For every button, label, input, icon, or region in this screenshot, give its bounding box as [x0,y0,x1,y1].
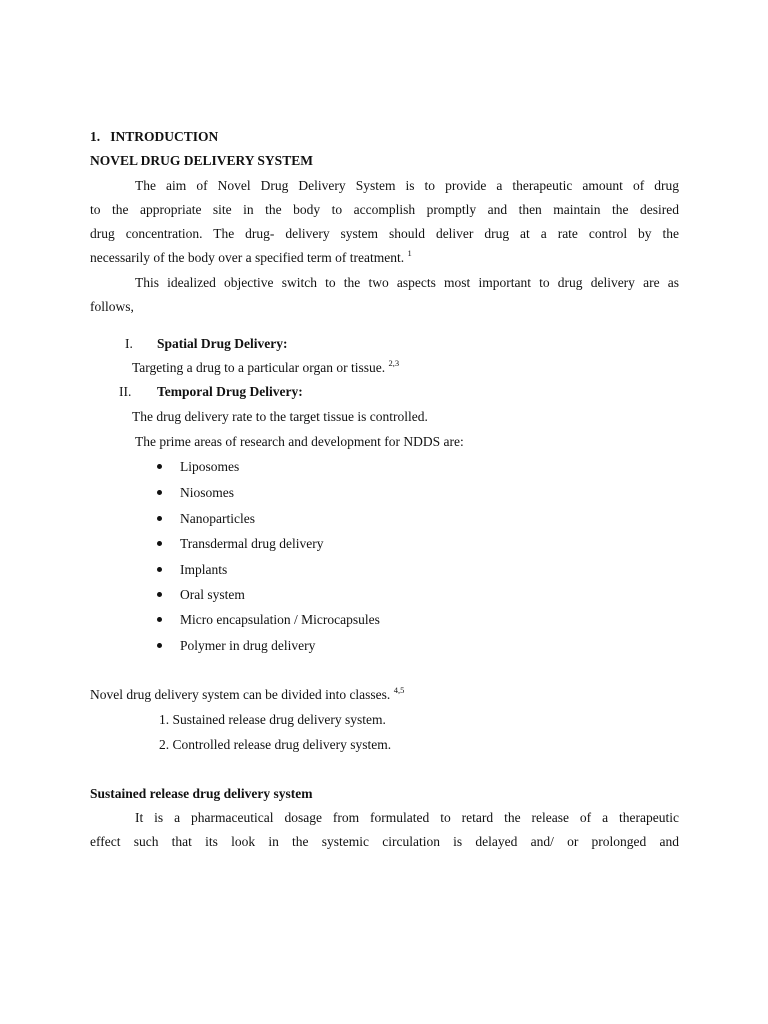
aspect-text-1-body: Targeting a drug to a particular organ or tissue. [132,360,386,375]
class-item-1: 1. Sustained release drug delivery system. [159,712,386,727]
bullet-icon [157,541,162,546]
classes-lead-text: Novel drug delivery system can be divided into classes. [90,687,391,702]
intro-line-1: The aim of Novel Drug Delivery System is to provide a therapeutic amount of drug [135,178,679,193]
intro-line-2: to the appropriate site in the body to accomplish promptly and then maintain the desired [90,202,679,217]
list-item [157,510,255,528]
list-item-label: Transdermal drug delivery [180,536,324,551]
section-subtitle: NOVEL DRUG DELIVERY SYSTEM [90,153,313,168]
bullet-icon [157,490,162,495]
list-item [157,586,245,604]
aspect-title-1: Spatial Drug Delivery: [157,336,288,351]
list-item [157,535,323,553]
list-item [157,484,234,502]
list-item-label: Niosomes [180,485,234,500]
list-item-label: Oral system [180,587,245,602]
bullet-icon [157,643,162,648]
list-item-label: Polymer in drug delivery [180,638,316,653]
sustained-line-2: effect such that its look in the systemic circulation is delayed and/ or prolonged and [90,834,679,849]
bullet-icon [157,592,162,597]
sustained-line-1: It is a pharmaceutical dosage from formulated to retard the release of a therapeutic [135,810,679,825]
aspect-title-2: Temporal Drug Delivery: [157,384,303,399]
bullet-icon [157,464,162,469]
citation-ref: 2,3 [388,358,400,368]
list-item [157,611,380,629]
intro-p2-line-2: follows, [90,299,134,314]
list-item-label: Implants [180,562,228,577]
aspect-text-2: The drug delivery rate to the target tissue is controlled. [132,409,428,424]
list-item [157,561,227,579]
bullet-icon [157,617,162,622]
aspect-numeral-2: II. [119,384,132,399]
citation-ref: 1 [407,248,412,258]
intro-line-3: drug concentration. The drug- delivery system should deliver drug at a rate control by the [90,226,679,241]
list-item [157,458,239,476]
list-item [157,637,315,655]
aspect-numeral-1: I. [125,336,133,351]
section-title: INTRODUCTION [110,129,219,144]
section-heading [90,128,218,146]
citation-ref: 4,5 [393,685,405,695]
sustained-heading: Sustained release drug delivery system [90,786,313,801]
list-item-label: Liposomes [180,459,240,474]
section-number: 1. [90,129,101,144]
list-item-label: Micro encapsulation / Microcapsules [180,612,380,627]
list-item-label: Nanoparticles [180,511,255,526]
research-lead: The prime areas of research and development for NDDS are: [135,434,464,449]
intro-line-4 [90,249,412,267]
bullet-icon [157,516,162,521]
classes-lead [90,686,404,704]
class-item-2: 2. Controlled release drug delivery system. [159,737,392,752]
bullet-icon [157,567,162,572]
intro-line-4-text: necessarily of the body over a specified term of treatment. [90,250,405,265]
aspect-text-1 [132,359,399,377]
intro-p2-line-1: This idealized objective switch to the two aspects most important to drug delivery are as [135,275,679,290]
